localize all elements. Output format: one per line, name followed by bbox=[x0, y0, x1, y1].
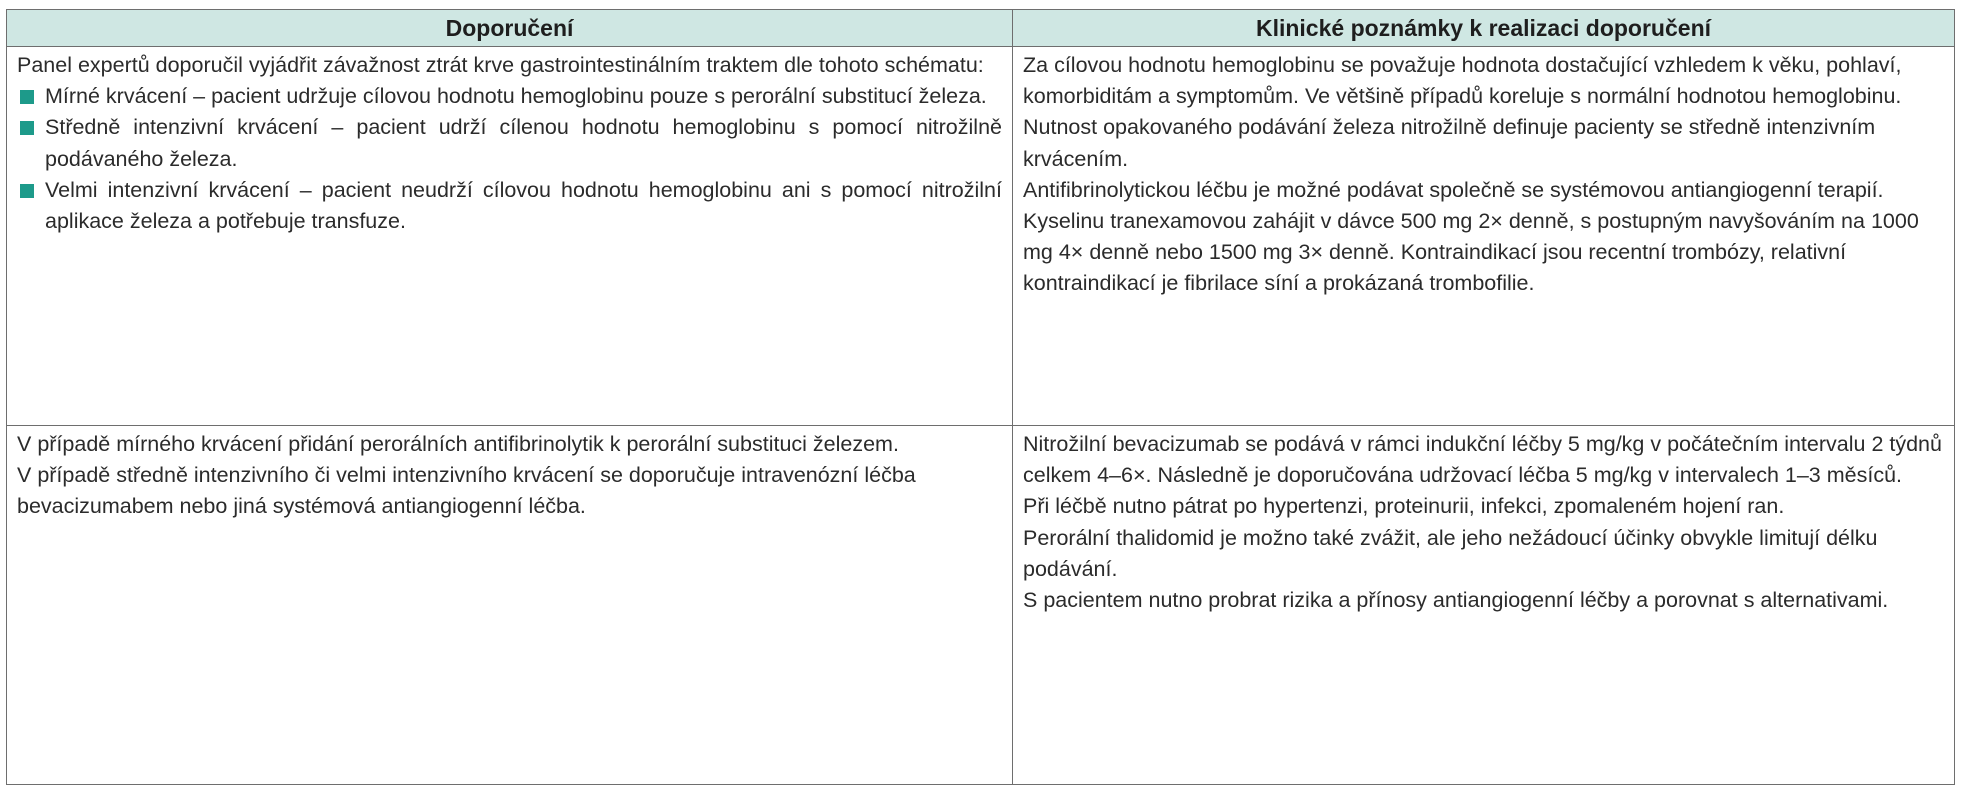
row1-note-paragraph: Antifibrinolytickou léčbu je možné podávat společně se systémovou antiangiogenní terapií. bbox=[1023, 177, 1884, 202]
bullet-text-moderate: Středně intenzivní krvácení – pacient udrží cílenou hodnotu hemoglobinu s pomocí nitrožilně podávaného železa. bbox=[45, 115, 1002, 171]
table-row bbox=[7, 426, 1955, 785]
row1-recommendation-cell bbox=[7, 47, 1013, 426]
row2-recommendation-cell bbox=[7, 426, 1013, 785]
header-clinical-notes: Klinické poznámky k realizaci doporučení bbox=[1013, 10, 1955, 47]
row2-note-paragraph: Při léčbě nutno pátrat po hypertenzi, proteinurii, infekci, zpomaleném hojení ran. bbox=[1023, 494, 1785, 519]
recommendations-table bbox=[6, 9, 1955, 785]
table-row bbox=[7, 47, 1955, 426]
row2-note-paragraph: Perorální thalidomid je možno také zvážit, ale jeho nežádoucí účinky obvykle limitují délku podávání. bbox=[1023, 525, 1878, 581]
severity-bullet-list bbox=[17, 81, 1002, 237]
list-item bbox=[17, 81, 1002, 112]
row1-clinical-notes-cell bbox=[1013, 47, 1955, 426]
row2-recommendation-paragraph: V případě středně intenzivního či velmi intenzivního krvácení se doporučuje intravenózní léčba bevacizumabem nebo jiná systémová antiangiogenní léčba. bbox=[17, 463, 916, 519]
row1-note-paragraph: Kyselinu tranexamovou zahájit v dávce 500 mg 2× denně, s postupným navyšováním na 1000 mg 4× denně nebo 1500 mg 3× denně. Kontraindikací jsou recentní trombózy, relativní kontraindikací je fibrilace síní a prokázaná trombofilie. bbox=[1023, 209, 1919, 296]
row1-note-paragraph: Za cílovou hodnotu hemoglobinu se považuje hodnota dostačující vzhledem k věku, pohlaví, komorbiditám a symptomům. Ve většině případů koreluje s normální hodnotou hemoglobinu. Nutnost opakovaného podávání železa nitrožilně definuje pacienty se středně intenzivním krvácením. bbox=[1023, 53, 1902, 171]
square-bullet-icon bbox=[20, 121, 34, 135]
list-item bbox=[17, 175, 1002, 237]
square-bullet-icon bbox=[20, 184, 34, 198]
row1-intro-text: Panel expertů doporučil vyjádřit závažnost ztrát krve gastrointestinálním traktem dle tohoto schématu: bbox=[17, 53, 984, 77]
row2-note-paragraph: S pacientem nutno probrat rizika a přínosy antiangiogenní léčby a porovnat s alternativami. bbox=[1023, 588, 1889, 613]
square-bullet-icon bbox=[20, 90, 34, 104]
list-item bbox=[17, 112, 1002, 174]
row2-clinical-notes-cell bbox=[1013, 426, 1955, 785]
row2-note-paragraph: Nitrožilní bevacizumab se podává v rámci indukční léčby 5 mg/kg v počátečním intervalu 2 týdnů celkem 4–6×. Následně je doporučována udržovací léčba 5 mg/kg v intervalech 1–3 měsíců. bbox=[1023, 432, 1942, 488]
bullet-text-mild: Mírné krvácení – pacient udržuje cílovou hodnotu hemoglobinu pouze s perorální substitucí železa. bbox=[45, 84, 987, 109]
table-header-row bbox=[7, 10, 1955, 47]
header-recommendation: Doporučení bbox=[7, 10, 1013, 47]
row2-recommendation-paragraph: V případě mírného krvácení přidání perorálních antifibrinolytik k perorální substituci železem. bbox=[17, 432, 899, 456]
bullet-text-severe: Velmi intenzivní krvácení – pacient neudrží cílovou hodnotu hemoglobinu ani s pomocí nitrožilní aplikace železa a potřebuje transfuze. bbox=[45, 177, 1002, 234]
